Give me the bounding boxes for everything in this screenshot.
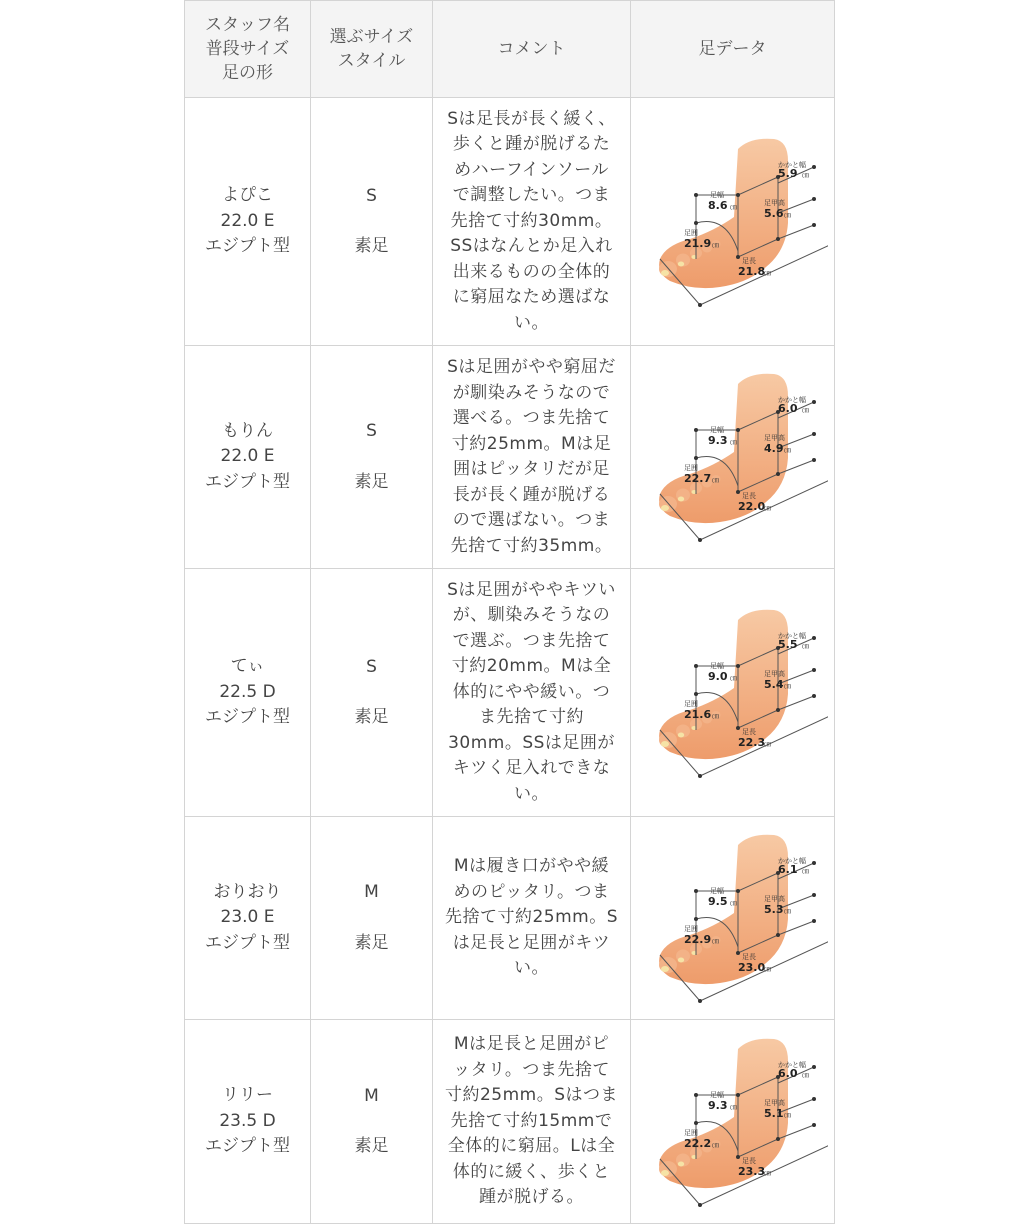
comment-line: で選ぶ。つま先捨て (452, 630, 611, 651)
unit-label: ㎝ (711, 476, 719, 484)
heel-width-value: 5.9 (777, 166, 797, 180)
size-cell (311, 1020, 433, 1224)
heel-width-value: 6.0 (777, 1066, 797, 1080)
foot-data-cell (631, 98, 835, 346)
comment-line: Mは履き口がやや緩 (453, 856, 610, 877)
unit-label: ㎝ (729, 673, 737, 682)
length-label: 足長 (741, 727, 756, 736)
instep-label: 足甲高 (763, 669, 785, 678)
wear-style: 素足 (354, 236, 389, 256)
staff-cell (185, 1020, 311, 1224)
comment-line: ので選ばない。つま (452, 510, 611, 530)
instep-value: 5.6 (763, 206, 783, 220)
staff-name: もりん (222, 420, 273, 441)
unit-label: ㎝ (711, 711, 719, 720)
unit-label: ㎝ (763, 965, 771, 973)
heel-width-label: かかと幅 (777, 857, 806, 865)
length-label: 足長 (741, 1156, 756, 1165)
comment-line: 先捨て寸約25mm。S (444, 907, 619, 928)
comment-line: めのピッタリ。つま (453, 881, 610, 902)
staff-name: おりおり (213, 881, 282, 902)
staff-name: よぴこ (222, 185, 273, 206)
girth-value: 22.7 (683, 472, 711, 485)
chosen-size: M (364, 882, 379, 902)
comment-cell (433, 1020, 631, 1224)
size-cell (311, 569, 433, 817)
comment-line: 出来るものの全体的 (452, 261, 611, 282)
unit-label: ㎝ (783, 1110, 791, 1119)
foot-width-label: 足幅 (709, 661, 724, 670)
wear-style: 素足 (354, 932, 389, 953)
comment-line: に窮屈なため選ばな (452, 287, 611, 308)
foot-data-cell (631, 346, 835, 569)
girth-label: 足囲 (683, 1128, 698, 1137)
comment-line: 長が長く踵が脱げる (452, 484, 611, 505)
header-comment: コメント (433, 1, 631, 98)
comment-line: 全体的に窮屈。Lは全 (447, 1136, 616, 1157)
usual-size: 23.5 D (219, 1110, 276, 1131)
foot-shape: エジプト型 (205, 1136, 290, 1157)
table-row (185, 1020, 835, 1224)
comment-line: 先捨て寸約35mm。 (450, 535, 613, 556)
unit-label: ㎝ (801, 641, 809, 650)
staff-size-table (184, 0, 835, 1224)
unit-label: ㎝ (783, 446, 791, 454)
usual-size: 23.0 E (220, 907, 275, 928)
comment-line: 体的にやや緩い。つ (452, 681, 611, 702)
instep-value: 5.4 (763, 677, 783, 691)
length-value: 21.8 (737, 264, 765, 278)
length-label: 足長 (741, 953, 756, 961)
table-row (185, 346, 835, 569)
unit-label: ㎝ (711, 1140, 719, 1149)
foot-diagram (638, 598, 828, 788)
unit-label: ㎝ (729, 1102, 737, 1111)
chosen-size: S (366, 421, 377, 441)
comment-line: い。 (514, 958, 549, 979)
heel-width-label: かかと幅 (777, 160, 806, 169)
comment-line: 寸約25mm。Mは足 (451, 433, 612, 454)
table-row (185, 98, 835, 346)
instep-label: 足甲高 (763, 434, 785, 442)
staff-cell (185, 817, 311, 1020)
instep-label: 足甲高 (763, 198, 785, 207)
unit-label: ㎝ (783, 681, 791, 690)
foot-width-label: 足幅 (709, 190, 724, 199)
unit-label: ㎝ (783, 907, 791, 915)
length-label: 足長 (741, 256, 756, 265)
girth-value: 22.9 (683, 933, 711, 946)
girth-value: 22.2 (683, 1136, 711, 1150)
girth-label: 足囲 (683, 925, 698, 933)
header-staff-line: スタッフ名 (205, 15, 290, 35)
chosen-size: S (366, 656, 377, 677)
chosen-size: M (364, 1085, 379, 1106)
comment-line: 体的に緩く、歩くと (452, 1161, 611, 1182)
length-value: 23.0 (737, 961, 765, 974)
unit-label: ㎝ (711, 937, 719, 945)
length-value: 23.3 (737, 1164, 765, 1178)
unit-label: ㎝ (763, 1168, 771, 1177)
foot-diagram (638, 823, 828, 1013)
instep-value: 5.3 (763, 903, 783, 916)
comment-line: で調整したい。つま (452, 185, 611, 206)
unit-label: ㎝ (801, 867, 809, 875)
girth-label: 足囲 (683, 228, 698, 237)
foot-width-value: 9.3 (707, 434, 727, 447)
header-size-line: スタイル (337, 51, 406, 71)
foot-width-label: 足幅 (709, 1090, 724, 1099)
table-row (185, 569, 835, 817)
size-cell (311, 817, 433, 1020)
instep-label: 足甲高 (763, 895, 785, 903)
comment-line: キツく足入れできな (452, 758, 611, 779)
comment-line: めハーフインソール (454, 159, 609, 180)
header-staff-line: 普段サイズ (205, 39, 290, 59)
usual-size: 22.5 D (219, 681, 276, 702)
heel-width-value: 6.0 (777, 402, 797, 415)
usual-size: 22.0 E (220, 446, 275, 467)
comment-line: 30mm。SSは足囲が (448, 732, 615, 753)
chosen-size: S (366, 185, 377, 206)
instep-value: 5.1 (763, 1106, 783, 1120)
header-staff (185, 1, 311, 98)
unit-label: ㎝ (729, 202, 737, 211)
staff-name: てぃ (230, 656, 265, 677)
comment-cell (433, 346, 631, 569)
unit-label: ㎝ (801, 170, 809, 179)
header-staff-line: 足の形 (222, 63, 273, 83)
foot-shape: エジプト型 (205, 932, 290, 953)
length-label: 足長 (741, 492, 756, 500)
instep-label: 足甲高 (763, 1098, 785, 1107)
wear-style: 素足 (354, 707, 389, 727)
unit-label: ㎝ (711, 240, 719, 249)
comment-line: Sは足囲がやや窮屈だ (447, 357, 616, 377)
size-cell (311, 346, 433, 569)
foot-width-value: 9.5 (707, 895, 727, 908)
wear-style: 素足 (354, 1136, 389, 1156)
comment-line: 歩くと踵が脱げるた (452, 134, 611, 155)
foot-shape: エジプト型 (205, 236, 290, 257)
comment-line: ッタリ。つま先捨て (453, 1059, 610, 1080)
staff-cell (185, 569, 311, 817)
foot-width-value: 9.3 (707, 1098, 727, 1112)
wear-style: 素足 (354, 471, 389, 492)
length-value: 22.3 (737, 735, 765, 749)
heel-width-value: 6.1 (777, 863, 797, 876)
instep-value: 4.9 (763, 442, 783, 455)
foot-data-cell (631, 817, 835, 1020)
header-size (311, 1, 433, 98)
unit-label: ㎝ (763, 504, 771, 512)
unit-label: ㎝ (801, 1070, 809, 1079)
girth-value: 21.6 (683, 707, 711, 721)
unit-label: ㎝ (729, 438, 737, 446)
comment-line: 寸約20mm。Mは全 (451, 656, 612, 677)
foot-diagram (638, 127, 828, 317)
comment-line: Sは足長が長く緩く、 (447, 108, 616, 129)
header-row (185, 1, 835, 98)
heel-width-label: かかと幅 (777, 631, 806, 640)
unit-label: ㎝ (729, 899, 737, 907)
comment-cell (433, 817, 631, 1020)
comment-line: Mは足長と足囲がピ (453, 1034, 610, 1055)
girth-label: 足囲 (683, 699, 698, 708)
comment-line: は足長と足囲がキツ (452, 932, 611, 953)
girth-label: 足囲 (683, 464, 698, 472)
comment-line: SSはなんとか足入れ (450, 236, 613, 257)
comment-line: 踵が脱げる。 (479, 1187, 584, 1208)
comment-line: 先捨て寸約30mm。 (450, 210, 613, 231)
comment-line: が、馴染みそうなの (452, 605, 611, 626)
comment-line: 選べる。つま先捨て (452, 408, 611, 428)
comment-line: 囲はピッタリだが足 (453, 459, 610, 479)
comment-line: い。 (514, 312, 549, 333)
foot-width-value: 9.0 (707, 669, 727, 683)
foot-shape: エジプト型 (205, 471, 290, 492)
foot-diagram (638, 362, 828, 552)
foot-width-label: 足幅 (709, 426, 724, 434)
comment-line: 寸約25mm。Sはつま (444, 1085, 619, 1106)
comment-line: い。 (514, 783, 549, 804)
unit-label: ㎝ (763, 739, 771, 748)
foot-data-cell (631, 569, 835, 817)
comment-line: Sは足囲がややキツい (447, 579, 616, 600)
header-size-line: 選ぶサイズ (329, 27, 414, 47)
staff-cell (185, 98, 311, 346)
comment-line: ま先捨て寸約 (479, 707, 584, 728)
usual-size: 22.0 E (220, 210, 275, 231)
foot-width-value: 8.6 (707, 198, 727, 212)
comment-cell (433, 98, 631, 346)
girth-value: 21.9 (683, 236, 711, 250)
foot-data-cell (631, 1020, 835, 1224)
header-foot: 足データ (631, 1, 835, 98)
staff-name: リリー (222, 1085, 273, 1106)
comment-line: 先捨て寸約15mmで (450, 1110, 613, 1131)
foot-width-label: 足幅 (709, 887, 724, 895)
heel-width-label: かかと幅 (777, 396, 806, 404)
heel-width-value: 5.5 (777, 637, 797, 651)
unit-label: ㎝ (801, 406, 809, 414)
comment-cell (433, 569, 631, 817)
size-cell (311, 98, 433, 346)
length-value: 22.0 (737, 500, 765, 513)
unit-label: ㎝ (783, 210, 791, 219)
staff-cell (185, 346, 311, 569)
foot-diagram (638, 1027, 828, 1217)
unit-label: ㎝ (763, 268, 771, 277)
comment-line: が馴染みそうなので (452, 382, 611, 403)
heel-width-label: かかと幅 (777, 1060, 806, 1069)
foot-shape: エジプト型 (205, 707, 290, 728)
table-row (185, 817, 835, 1020)
